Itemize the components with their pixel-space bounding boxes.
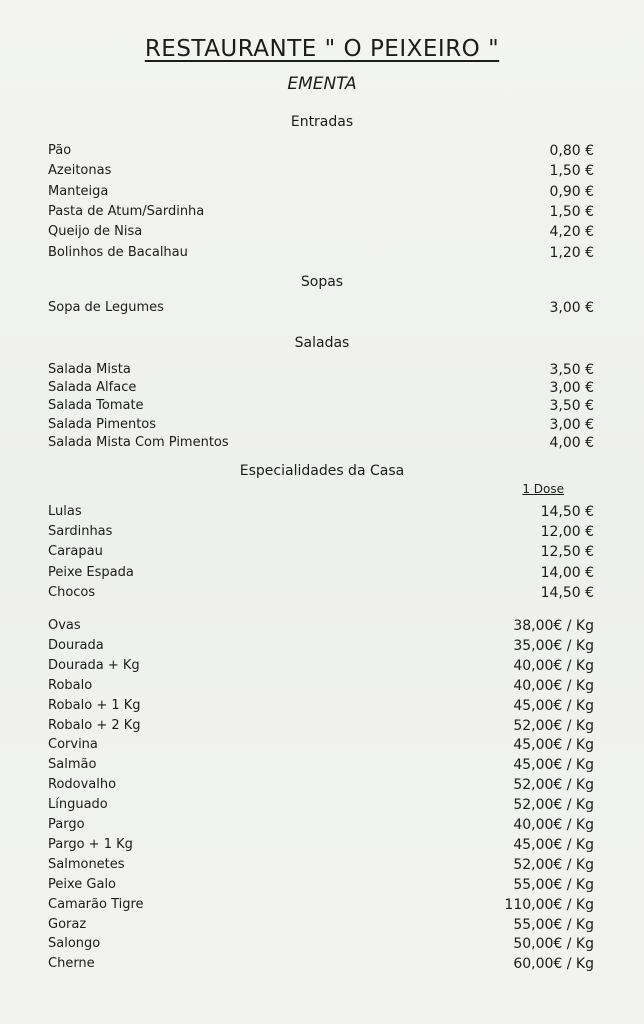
menu-item-row xyxy=(48,897,594,917)
menu-item-row xyxy=(48,917,594,937)
menu-subtitle: EMENTA xyxy=(287,74,357,94)
menu-item-row xyxy=(48,435,594,455)
menu-item-price: 55,00€ / Kg xyxy=(513,876,594,893)
menu-item-price: 52,00€ / Kg xyxy=(513,797,594,814)
menu-item-name: Cherne xyxy=(48,956,95,972)
menu-item-price: 1,50 € xyxy=(549,203,594,220)
menu-item-name: Azeitonas xyxy=(48,163,112,179)
menu-item-name: Salmão xyxy=(48,757,97,773)
menu-item-price: 52,00€ / Kg xyxy=(513,777,594,794)
menu-item-name: Peixe Espada xyxy=(48,564,134,580)
menu-item-name: Dourada + Kg xyxy=(48,657,140,673)
menu-item-price: 12,00 € xyxy=(540,524,594,541)
menu-item-name: Carapau xyxy=(48,544,103,560)
restaurant-title: RESTAURANTE " O PEIXEIRO " xyxy=(144,36,500,62)
menu-item-name: Rodovalho xyxy=(48,777,117,793)
menu-item-name: Pargo + 1 Kg xyxy=(48,836,133,852)
menu-item-name: Sopa de Legumes xyxy=(48,300,164,315)
menu-item-row xyxy=(48,817,594,837)
menu-item-row xyxy=(48,380,594,400)
menu-item-price: 12,50 € xyxy=(540,544,594,561)
menu-item-row xyxy=(48,797,594,817)
menu-item-price: 45,00€ / Kg xyxy=(513,737,594,754)
menu-item-price: 14,00 € xyxy=(540,564,594,581)
menu-item-row xyxy=(48,524,594,544)
menu-item-row xyxy=(48,224,594,244)
menu-item-price: 3,50 € xyxy=(549,398,594,415)
menu-item-price: 4,20 € xyxy=(549,224,594,241)
menu-item-price: 4,00 € xyxy=(549,434,594,451)
menu-item-price: 52,00€ / Kg xyxy=(513,856,594,873)
menu-item-row xyxy=(48,204,594,224)
menu-item-row xyxy=(48,837,594,857)
menu-item-name: Lulas xyxy=(48,504,82,519)
menu-item-name: Salada Tomate xyxy=(48,398,144,414)
menu-item-price: 45,00€ / Kg xyxy=(513,757,594,774)
menu-item-row xyxy=(48,658,594,678)
menu-item-price: 1,20 € xyxy=(549,244,594,261)
menu-item-row xyxy=(48,245,594,265)
menu-item-row xyxy=(48,877,594,897)
menu-item-name: Salada Pimentos xyxy=(48,416,157,432)
menu-item-row xyxy=(48,565,594,585)
dose-label: 1 Dose xyxy=(522,482,564,496)
menu-item-name: Pão xyxy=(48,143,72,158)
menu-item-price: 3,00 € xyxy=(549,300,594,316)
section-heading-sopas: Sopas xyxy=(300,274,344,290)
menu-item-row xyxy=(48,184,594,204)
menu-item-row xyxy=(48,857,594,877)
menu-item-row xyxy=(48,398,594,418)
menu-item-name: Sardinhas xyxy=(48,524,113,540)
menu-item-row xyxy=(48,737,594,757)
menu-item-price: 1,50 € xyxy=(549,163,594,180)
menu-item-row xyxy=(48,956,594,976)
menu-item-price: 0,90 € xyxy=(549,183,594,200)
menu-item-row xyxy=(48,504,594,524)
menu-item-price: 40,00€ / Kg xyxy=(513,677,594,694)
section-heading-saladas: Saladas xyxy=(294,335,350,351)
menu-item-name: Salada Mista Com Pimentos xyxy=(48,434,229,450)
menu-item-name: Robalo + 1 Kg xyxy=(48,697,141,713)
menu-item-name: Salongo xyxy=(48,936,101,952)
menu-item-name: Salada Alface xyxy=(48,380,137,396)
menu-item-name: Corvina xyxy=(48,737,98,753)
menu-item-name: Dourada xyxy=(48,637,104,653)
menu-item-row xyxy=(48,718,594,738)
menu-item-price: 14,50 € xyxy=(540,584,594,601)
menu-item-row xyxy=(48,362,594,382)
menu-item-name: Línguado xyxy=(48,797,108,813)
menu-item-price: 38,00€ / Kg xyxy=(513,618,594,634)
menu-item-name: Goraz xyxy=(48,916,87,932)
menu-item-name: Ovas xyxy=(48,618,81,633)
menu-item-name: Bolinhos de Bacalhau xyxy=(48,244,188,260)
menu-item-name: Salmonetes xyxy=(48,856,125,872)
menu-item-price: 3,50 € xyxy=(549,362,594,378)
menu-item-row xyxy=(48,757,594,777)
menu-item-name: Camarão Tigre xyxy=(48,896,144,912)
menu-item-row xyxy=(48,300,594,320)
menu-item-name: Queijo de Nisa xyxy=(48,224,143,240)
menu-item-name: Pasta de Atum/Sardinha xyxy=(48,203,205,219)
menu-item-price: 40,00€ / Kg xyxy=(513,657,594,674)
menu-item-row xyxy=(48,143,594,163)
menu-item-row xyxy=(48,585,594,605)
section-heading-especialidades: Especialidades da Casa xyxy=(239,463,405,479)
menu-item-row xyxy=(48,777,594,797)
menu-item-price: 60,00€ / Kg xyxy=(513,956,594,973)
menu-item-row xyxy=(48,163,594,183)
menu-item-row xyxy=(48,618,594,638)
menu-item-name: Robalo xyxy=(48,677,93,693)
menu-item-name: Pargo xyxy=(48,817,85,832)
menu-item-price: 35,00€ / Kg xyxy=(513,637,594,654)
menu-item-price: 40,00€ / Kg xyxy=(513,817,594,833)
menu-item-price: 52,00€ / Kg xyxy=(513,717,594,734)
menu-item-price: 3,00 € xyxy=(549,416,594,433)
menu-item-row xyxy=(48,544,594,564)
menu-item-price: 50,00€ / Kg xyxy=(513,936,594,953)
menu-item-name: Peixe Galo xyxy=(48,876,117,892)
menu-item-row xyxy=(48,936,594,956)
menu-item-name: Chocos xyxy=(48,584,96,600)
menu-item-price: 45,00€ / Kg xyxy=(513,836,594,853)
menu-item-name: Manteiga xyxy=(48,183,109,199)
menu-item-price: 55,00€ / Kg xyxy=(513,916,594,933)
menu-item-name: Salada Mista xyxy=(48,362,131,377)
menu-item-row xyxy=(48,698,594,718)
menu-item-row xyxy=(48,417,594,437)
menu-item-price: 45,00€ / Kg xyxy=(513,697,594,714)
menu-item-price: 110,00€ / Kg xyxy=(504,896,594,913)
menu-item-price: 0,80 € xyxy=(549,143,594,159)
menu-item-price: 3,00 € xyxy=(549,380,594,397)
menu-item-row xyxy=(48,678,594,698)
menu-item-row xyxy=(48,638,594,658)
section-heading-entradas: Entradas xyxy=(290,114,354,130)
menu-item-name: Robalo + 2 Kg xyxy=(48,717,141,733)
menu-item-price: 14,50 € xyxy=(540,504,594,520)
